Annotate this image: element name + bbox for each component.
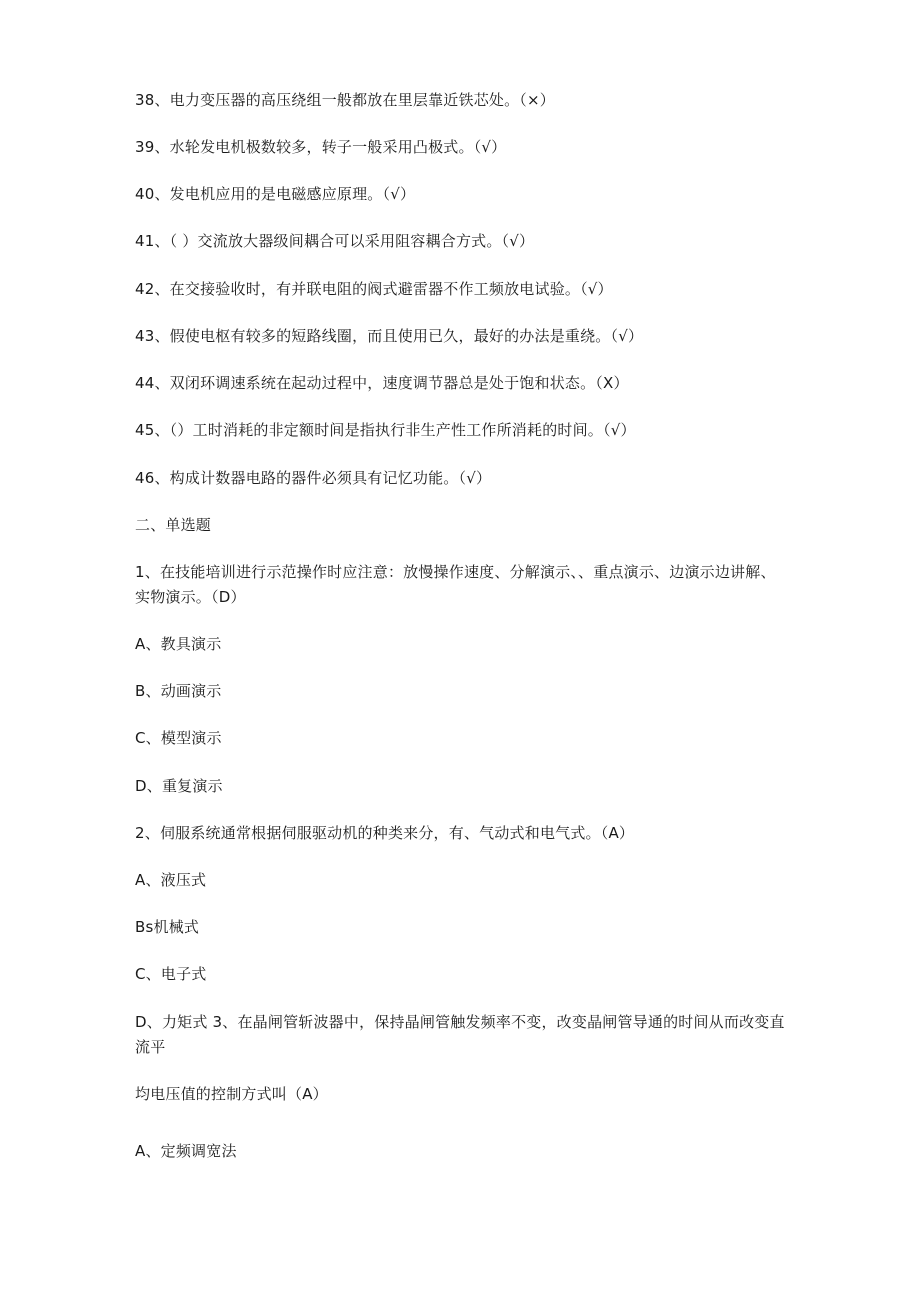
option-2-c: C、电子式: [135, 965, 207, 983]
option-2-a: A、液压式: [135, 871, 207, 889]
question-single-1: 1、在技能培训进行示范操作时应注意：放慢操作速度、分解演示、、重点演示、边演示边讲解、实物演示。（D）: [135, 563, 776, 606]
option-1-c: C、模型演示: [135, 729, 222, 747]
question-46: 46、构成计数器电路的器件必须具有记忆功能。（√）: [135, 469, 492, 487]
question-41: 41、（ ）交流放大器级间耦合可以采用阻容耦合方式。（√）: [135, 232, 535, 250]
option-1-b: B、动画演示: [135, 682, 222, 700]
option-1-d: D、重复演示: [135, 777, 223, 795]
question-42: 42、在交接验收时，有并联电阻的阀式避雷器不作工频放电试验。（√）: [135, 280, 613, 298]
question-39: 39、水轮发电机极数较多，转子一般采用凸极式。（√）: [135, 138, 507, 156]
question-40: 40、发电机应用的是电磁感应原理。（√）: [135, 185, 416, 203]
option-2-d-question-3: D、力矩式 3、在晶闸管斩波器中，保持晶闸管触发频率不变，改变晶闸管导通的时间从而改变直流平: [135, 1013, 785, 1056]
question-38: 38、电力变压器的高压绕组一般都放在里层靠近铁芯处。（×）: [135, 91, 555, 109]
option-2-b: Bs机械式: [135, 918, 200, 936]
question-3-continued: 均电压值的控制方式叫（A）: [135, 1085, 328, 1103]
section-heading: 二、单选题: [135, 516, 212, 534]
question-44: 44、双闭环调速系统在起动过程中，速度调节器总是处于饱和状态。（X）: [135, 374, 629, 392]
option-1-a: A、教具演示: [135, 635, 222, 653]
question-single-2: 2、伺服系统通常根据伺服驱动机的种类来分，有、气动式和电气式。（A）: [135, 824, 635, 842]
question-43: 43、假使电枢有较多的短路线圈，而且使用已久，最好的办法是重绕。（√）: [135, 327, 644, 345]
question-45: 45、（）工时消耗的非定额时间是指执行非生产性工作所消耗的时间。（√）: [135, 421, 636, 439]
option-3-a: A、定频调宽法: [135, 1142, 237, 1160]
